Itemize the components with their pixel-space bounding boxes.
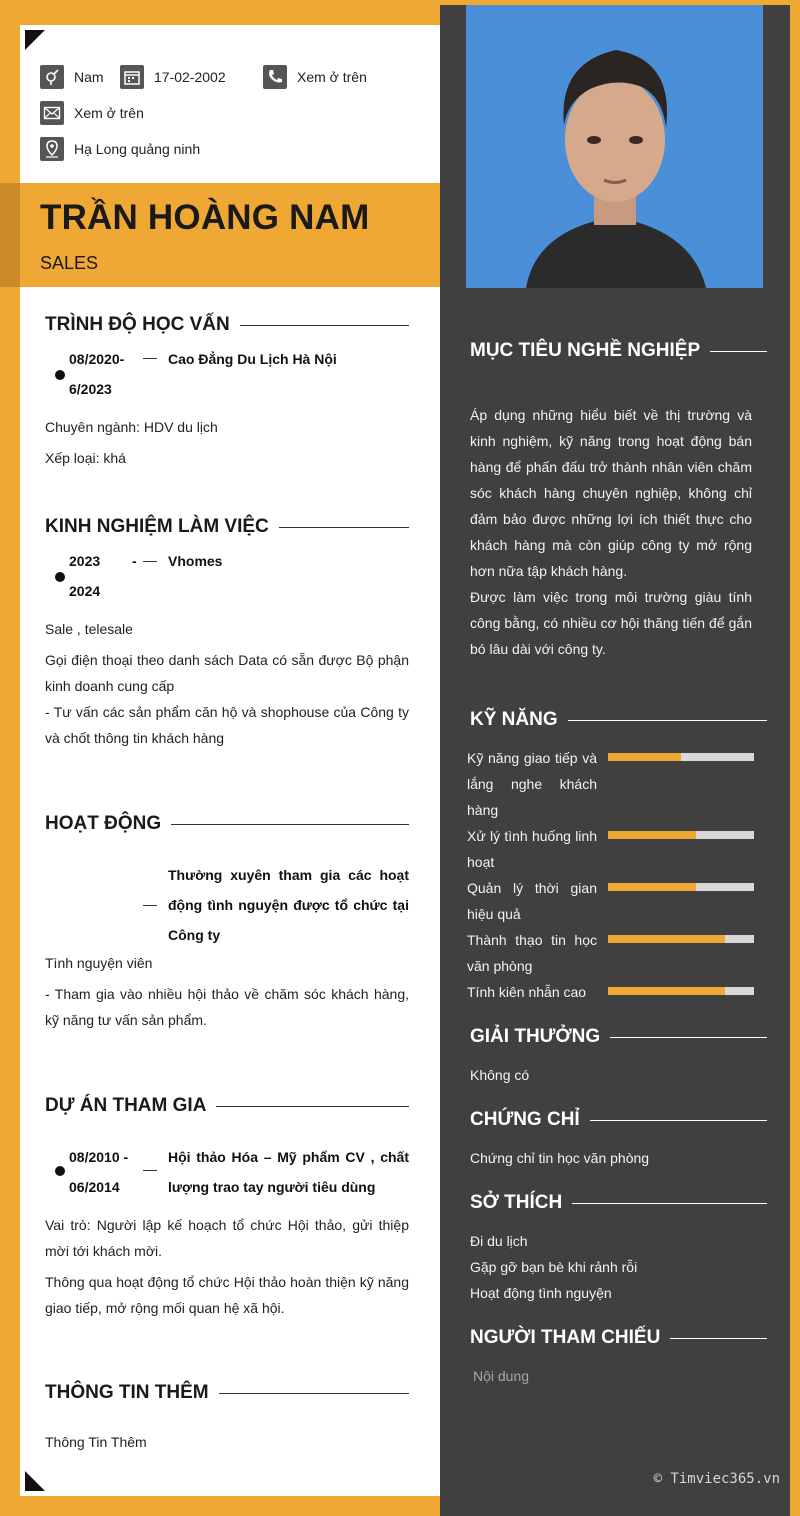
location-pin-icon [40, 137, 64, 161]
activity-desc: - Tham gia vào nhiều hội thảo về chăm sóc khách hàng, kỹ năng tư vấn sản phẩm. [45, 986, 409, 1028]
objective-paragraph-2: Được làm việc trong môi trường giàu tính công bằng, có nhiều cơ hội thăng tiến để gắn bó lâu dài với công ty. [470, 589, 752, 657]
address-text: Hạ Long quảng ninh [74, 141, 201, 157]
certificates-heading [470, 1109, 767, 1131]
references-heading [470, 1327, 767, 1349]
contact-gender [40, 65, 104, 89]
timeline-dash [143, 358, 157, 359]
contact-phone [263, 65, 367, 89]
extra-info-heading [45, 1382, 409, 1404]
objective-title: MỤC TIÊU NGHỀ NGHIỆP [470, 340, 701, 361]
profile-photo [466, 5, 763, 288]
divider [572, 1203, 767, 1204]
experience-desc-1: Gọi điện thoại theo danh sách Data có sẵn được Bộ phận kinh doanh cung cấp [45, 652, 409, 694]
awards-content: Không có [470, 1067, 530, 1083]
timeline-dot [55, 370, 65, 380]
skills-heading [470, 709, 767, 731]
extra-info-title: THÔNG TIN THÊM [45, 1382, 209, 1403]
divider [219, 1393, 409, 1394]
skill-level-fill [608, 935, 725, 943]
corner-ornament-top [25, 30, 45, 50]
skill-level-fill [608, 753, 681, 761]
timeline-dash [143, 1170, 157, 1171]
experience-desc-2: - Tư vấn các sản phẩm căn hộ và shophouse của Công ty và chốt thông tin khách hàng [45, 704, 409, 746]
experience-title: KINH NGHIỆM LÀM VIỆC [45, 516, 269, 537]
watermark: © Timviec365.vn [653, 1471, 780, 1487]
skill-level-fill [608, 883, 696, 891]
activities-title: HOẠT ĐỘNG [45, 813, 162, 834]
birthdate-text: 17-02-2002 [154, 69, 226, 85]
hobby-item: Gặp gỡ bạn bè khi rảnh rỗi [470, 1259, 638, 1275]
skill-level-fill [608, 987, 725, 995]
education-date-end: 6/2023 [69, 381, 112, 397]
divider [610, 1037, 767, 1038]
activities-heading [45, 813, 409, 835]
skill-level-bar [608, 831, 754, 839]
calendar-icon [120, 65, 144, 89]
gender-text: Nam [74, 69, 104, 85]
timeline-dot [55, 572, 65, 582]
activity-role: Tình nguyện viên [45, 955, 153, 971]
full-name: TRẦN HOÀNG NAM [40, 198, 370, 237]
awards-heading [470, 1026, 767, 1048]
email-text: Xem ở trên [74, 105, 144, 121]
references-title: NGƯỜI THAM CHIẾU [470, 1327, 661, 1348]
awards-title: GIẢI THƯỞNG [470, 1026, 601, 1047]
divider [279, 527, 409, 528]
skill-level-bar [608, 935, 754, 943]
skill-level-bar [608, 987, 754, 995]
education-title: TRÌNH ĐỘ HỌC VẤN [45, 314, 230, 335]
corner-ornament-bottom [25, 1471, 45, 1491]
project-desc-2: Thông qua hoạt động tổ chức Hội thảo hoàn thiện kỹ năng giao tiếp, mở rộng mối quan hệ xã hội. [45, 1274, 409, 1316]
activity-name: Thường xuyên tham gia các hoạt động tình nguyện được tổ chức tại Công ty [168, 867, 409, 943]
certificates-content: Chứng chỉ tin học văn phòng [470, 1150, 650, 1166]
certificates-title: CHỨNG CHỈ [470, 1109, 580, 1130]
timeline-dash [143, 905, 157, 906]
education-heading [45, 314, 409, 336]
contact-address [40, 137, 200, 161]
project-date-end: 06/2014 [69, 1179, 120, 1195]
references-content: Nội dung [473, 1368, 530, 1384]
project-desc-1: Vai trò: Người lập kế hoạch tổ chức Hội thảo, gửi thiệp mời tới khách mời. [45, 1217, 409, 1259]
project-name: Hội thảo Hóa – Mỹ phẩm CV , chất lượng trao tay người tiêu dùng [168, 1149, 409, 1195]
experience-separator: - [132, 553, 137, 569]
experience-end: 2024 [69, 583, 101, 599]
divider [216, 1106, 409, 1107]
phone-text: Xem ở trên [297, 69, 367, 85]
projects-title: DỰ ÁN THAM GIA [45, 1095, 207, 1116]
person-avatar-icon [466, 5, 763, 288]
contact-birthdate [120, 65, 226, 89]
skill-name: Xử lý tình huống linh hoạt [467, 828, 597, 870]
skill-name: Quản lý thời gian hiệu quả [467, 880, 597, 922]
skill-level-bar [608, 753, 754, 761]
divider [171, 824, 409, 825]
timeline-dash [143, 561, 157, 562]
experience-role: Sale , telesale [45, 621, 133, 637]
divider [240, 325, 409, 326]
education-date-start: 08/2020- [69, 351, 125, 367]
divider [590, 1120, 767, 1121]
education-major: Chuyên ngành: HDV du lịch [45, 419, 218, 435]
experience-company: Vhomes [168, 553, 223, 569]
skills-title: KỸ NĂNG [470, 709, 558, 730]
name-banner-edge [0, 183, 20, 287]
hobby-item: Đi du lịch [470, 1233, 528, 1249]
education-school: Cao Đẳng Du Lịch Hà Nội [168, 351, 337, 367]
phone-icon [263, 65, 287, 89]
skill-level-fill [608, 831, 696, 839]
divider [670, 1338, 767, 1339]
skill-name: Thành thạo tin học văn phòng [467, 932, 597, 974]
mail-icon [40, 101, 64, 125]
contact-email [40, 101, 144, 125]
objective-paragraph-1: Áp dụng những hiểu biết về thị trường và kinh nghiệm, kỹ năng trong hoạt động bán hàng để phấn đấu trở thành nhân viên chăm sóc khách hàng chuyên nghiệp, không chỉ đảm bảo được những lợi ích thiết thực cho khách hàng mà còn giúp công ty mở rộng hơn nữa tập khách hàng. [470, 407, 752, 579]
skill-name: Tính kiên nhẫn cao [467, 984, 587, 1000]
project-date-start: 08/2010 - [69, 1149, 129, 1165]
divider [568, 720, 767, 721]
job-title: SALES [40, 253, 99, 273]
education-grade: Xếp loại: khá [45, 450, 126, 466]
divider [710, 351, 767, 352]
experience-start: 2023 [69, 553, 101, 569]
skill-level-bar [608, 883, 754, 891]
projects-heading [45, 1095, 409, 1117]
objective-heading [470, 340, 767, 362]
hobbies-heading [470, 1192, 767, 1214]
gender-icon [40, 65, 64, 89]
hobbies-title: SỞ THÍCH [470, 1192, 563, 1213]
hobby-item: Hoạt động tình nguyện [470, 1285, 612, 1301]
skill-name: Kỹ năng giao tiếp và lắng nghe khách hàng [467, 750, 597, 818]
timeline-dot [55, 1166, 65, 1176]
extra-info-content: Thông Tin Thêm [45, 1434, 147, 1450]
experience-heading [45, 516, 409, 538]
